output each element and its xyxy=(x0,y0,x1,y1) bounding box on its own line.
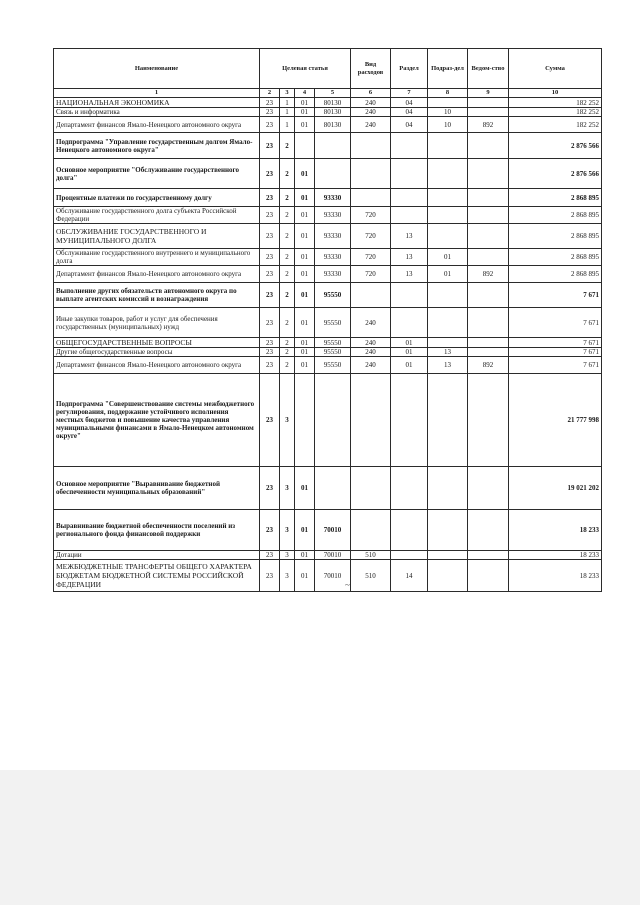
column-number: 4 xyxy=(295,89,315,98)
table-row xyxy=(54,249,602,266)
department-code xyxy=(468,189,509,207)
department-code: 892 xyxy=(468,266,509,283)
expense-type-code: 240 xyxy=(351,117,391,133)
target-code-activity: 01 xyxy=(295,117,315,133)
target-code-subprogram: 2 xyxy=(280,159,295,189)
row-sum: 7 671 xyxy=(509,348,602,357)
row-sum: 7 671 xyxy=(509,283,602,308)
department-code xyxy=(468,338,509,348)
section-code: 04 xyxy=(391,117,428,133)
expense-type-code: 720 xyxy=(351,249,391,266)
target-code-activity: 01 xyxy=(295,510,315,551)
subsection-code: 10 xyxy=(428,117,468,133)
expense-type-code: 720 xyxy=(351,266,391,283)
expense-type-code: 240 xyxy=(351,308,391,338)
row-sum: 182 252 xyxy=(509,117,602,133)
column-number: 9 xyxy=(468,89,509,98)
target-code-program: 23 xyxy=(260,224,280,249)
target-code-direction: 95550 xyxy=(315,357,351,374)
target-code-activity: 01 xyxy=(295,189,315,207)
table-row xyxy=(54,348,602,357)
row-sum: 18 233 xyxy=(509,560,602,592)
department-code: 892 xyxy=(468,357,509,374)
expense-type-code: 240 xyxy=(351,338,391,348)
row-name: Выполнение других обязательств автономного округа по выплате агентских комиссий и вознаграждения xyxy=(54,283,260,308)
column-number: 6 xyxy=(351,89,391,98)
target-code-direction: 95550 xyxy=(315,283,351,308)
header-row xyxy=(54,49,602,89)
header-sum: Сумма xyxy=(509,49,602,89)
row-sum: 21 777 998 xyxy=(509,374,602,467)
row-name: Выравнивание бюджетной обеспеченности поселений из регионального фонда финансовой поддержки xyxy=(54,510,260,551)
row-name: Дотации xyxy=(54,551,260,560)
subsection-code: 01 xyxy=(428,249,468,266)
department-code xyxy=(468,207,509,224)
target-code-program: 23 xyxy=(260,308,280,338)
subsection-code xyxy=(428,189,468,207)
target-code-program: 23 xyxy=(260,98,280,108)
section-code: 13 xyxy=(391,224,428,249)
target-code-program: 23 xyxy=(260,117,280,133)
target-code-subprogram: 1 xyxy=(280,108,295,117)
section-code xyxy=(391,308,428,338)
section-code: 13 xyxy=(391,266,428,283)
target-code-direction xyxy=(315,374,351,467)
target-code-direction xyxy=(315,159,351,189)
row-sum: 2 868 895 xyxy=(509,249,602,266)
row-sum: 18 233 xyxy=(509,510,602,551)
target-code-activity xyxy=(295,133,315,159)
target-code-direction: 80130 xyxy=(315,117,351,133)
section-code: 01 xyxy=(391,338,428,348)
row-name: Процентные платежи по государственному долгу xyxy=(54,189,260,207)
target-code-activity: 01 xyxy=(295,467,315,510)
row-sum: 7 671 xyxy=(509,338,602,348)
target-code-subprogram: 2 xyxy=(280,308,295,338)
target-code-subprogram: 2 xyxy=(280,357,295,374)
table-row xyxy=(54,117,602,133)
department-code: 892 xyxy=(468,117,509,133)
table-row xyxy=(54,266,602,283)
row-name: Связь и информатика xyxy=(54,108,260,117)
target-code-subprogram: 2 xyxy=(280,266,295,283)
expense-type-code xyxy=(351,189,391,207)
target-code-program: 23 xyxy=(260,207,280,224)
column-number-row xyxy=(54,89,602,98)
target-code-activity: 01 xyxy=(295,249,315,266)
section-code: 13 xyxy=(391,249,428,266)
target-code-program: 23 xyxy=(260,133,280,159)
target-code-activity: 01 xyxy=(295,338,315,348)
target-code-subprogram: 2 xyxy=(280,207,295,224)
row-sum: 182 252 xyxy=(509,108,602,117)
section-code xyxy=(391,374,428,467)
header-name: Наименование xyxy=(54,49,260,89)
target-code-program: 23 xyxy=(260,159,280,189)
target-code-subprogram: 3 xyxy=(280,467,295,510)
expense-type-code: 240 xyxy=(351,108,391,117)
target-code-direction: 95550 xyxy=(315,308,351,338)
target-code-activity: 01 xyxy=(295,308,315,338)
target-code-activity: 01 xyxy=(295,224,315,249)
target-code-direction: 70010 xyxy=(315,560,351,592)
column-number: 5 xyxy=(315,89,351,98)
target-code-direction: 95550 xyxy=(315,348,351,357)
row-name: ОБСЛУЖИВАНИЕ ГОСУДАРСТВЕННОГО И МУНИЦИПАЛЬНОГО ДОЛГА xyxy=(54,224,260,249)
section-code: 04 xyxy=(391,108,428,117)
subsection-code xyxy=(428,224,468,249)
row-sum: 2 868 895 xyxy=(509,224,602,249)
target-code-direction: 93330 xyxy=(315,224,351,249)
target-code-direction: 70010 xyxy=(315,510,351,551)
target-code-direction: 93330 xyxy=(315,207,351,224)
expense-type-code: 240 xyxy=(351,348,391,357)
header-subsection: Подраз-дел xyxy=(428,49,468,89)
subsection-code xyxy=(428,207,468,224)
table-row xyxy=(54,357,602,374)
target-code-subprogram: 2 xyxy=(280,133,295,159)
row-sum: 19 021 202 xyxy=(509,467,602,510)
table-row xyxy=(54,338,602,348)
stray-mark: ~ xyxy=(345,580,350,590)
target-code-subprogram: 1 xyxy=(280,98,295,108)
section-code xyxy=(391,207,428,224)
target-code-activity: 01 xyxy=(295,357,315,374)
subsection-code xyxy=(428,510,468,551)
row-sum: 2 868 895 xyxy=(509,189,602,207)
target-code-activity: 01 xyxy=(295,98,315,108)
subsection-code: 10 xyxy=(428,108,468,117)
target-code-direction xyxy=(315,133,351,159)
target-code-program: 23 xyxy=(260,266,280,283)
table-row xyxy=(54,510,602,551)
target-code-direction: 93330 xyxy=(315,189,351,207)
department-code xyxy=(468,108,509,117)
table-row xyxy=(54,308,602,338)
target-code-subprogram: 2 xyxy=(280,283,295,308)
target-code-direction: 80130 xyxy=(315,98,351,108)
target-code-activity: 01 xyxy=(295,108,315,117)
row-name: Основное мероприятие "Обслуживание государственного долга" xyxy=(54,159,260,189)
target-code-subprogram: 1 xyxy=(280,117,295,133)
column-number: 2 xyxy=(260,89,280,98)
expense-type-code xyxy=(351,510,391,551)
department-code xyxy=(468,348,509,357)
row-name: Обслуживание государственного внутреннего и муниципального долга xyxy=(54,249,260,266)
expense-type-code: 720 xyxy=(351,224,391,249)
department-code xyxy=(468,374,509,467)
department-code xyxy=(468,510,509,551)
target-code-activity: 01 xyxy=(295,159,315,189)
row-name: Подпрограмма "Совершенствование системы межбюджетного регулирования, поддержание устойчивого исполнения местных бюджетов и повышение качества управления муниципальными финансами в Ямало-Ненецком автономном округе" xyxy=(54,374,260,467)
target-code-activity: 01 xyxy=(295,266,315,283)
section-code xyxy=(391,133,428,159)
target-code-direction: 95550 xyxy=(315,338,351,348)
target-code-subprogram: 3 xyxy=(280,374,295,467)
header-target: Целевая статья xyxy=(260,49,351,89)
column-number: 1 xyxy=(54,89,260,98)
target-code-program: 23 xyxy=(260,189,280,207)
target-code-direction: 80130 xyxy=(315,108,351,117)
column-number: 10 xyxy=(509,89,602,98)
table-row xyxy=(54,374,602,467)
section-code: 04 xyxy=(391,98,428,108)
section-code: 14 xyxy=(391,560,428,592)
scan-bottom-margin xyxy=(0,770,640,905)
target-code-activity: 01 xyxy=(295,348,315,357)
row-name: НАЦИОНАЛЬНАЯ ЭКОНОМИКА xyxy=(54,98,260,108)
department-code xyxy=(468,133,509,159)
subsection-code xyxy=(428,159,468,189)
target-code-activity: 01 xyxy=(295,207,315,224)
target-code-direction: 93330 xyxy=(315,249,351,266)
department-code xyxy=(468,98,509,108)
column-number: 3 xyxy=(280,89,295,98)
section-code xyxy=(391,510,428,551)
header-expense-type: Вид расходов xyxy=(351,49,391,89)
column-number: 7 xyxy=(391,89,428,98)
budget-table xyxy=(53,48,602,592)
subsection-code: 13 xyxy=(428,348,468,357)
section-code: 01 xyxy=(391,348,428,357)
department-code xyxy=(468,283,509,308)
section-code xyxy=(391,551,428,560)
subsection-code xyxy=(428,467,468,510)
table-row xyxy=(54,108,602,117)
target-code-program: 23 xyxy=(260,510,280,551)
row-sum: 2 868 895 xyxy=(509,207,602,224)
target-code-program: 23 xyxy=(260,283,280,308)
row-sum: 7 671 xyxy=(509,357,602,374)
target-code-program: 23 xyxy=(260,338,280,348)
target-code-program: 23 xyxy=(260,108,280,117)
expense-type-code: 510 xyxy=(351,560,391,592)
target-code-program: 23 xyxy=(260,560,280,592)
target-code-activity: 01 xyxy=(295,560,315,592)
department-code xyxy=(468,560,509,592)
table-row xyxy=(54,467,602,510)
target-code-subprogram: 2 xyxy=(280,224,295,249)
target-code-activity: 01 xyxy=(295,283,315,308)
target-code-activity: 01 xyxy=(295,551,315,560)
row-name: Департамент финансов Ямало-Ненецкого автономного округа xyxy=(54,357,260,374)
department-code xyxy=(468,224,509,249)
target-code-activity xyxy=(295,374,315,467)
subsection-code xyxy=(428,338,468,348)
section-code xyxy=(391,189,428,207)
target-code-program: 23 xyxy=(260,374,280,467)
table-row xyxy=(54,551,602,560)
target-code-program: 23 xyxy=(260,348,280,357)
row-name: ОБЩЕГОСУДАРСТВЕННЫЕ ВОПРОСЫ xyxy=(54,338,260,348)
target-code-direction xyxy=(315,467,351,510)
row-name: Обслуживание государственного долга субъекта Российской Федерации xyxy=(54,207,260,224)
expense-type-code xyxy=(351,467,391,510)
column-number: 8 xyxy=(428,89,468,98)
target-code-program: 23 xyxy=(260,249,280,266)
row-name: Основное мероприятие "Выравнивание бюджетной обеспеченности муниципальных образований" xyxy=(54,467,260,510)
section-code: 01 xyxy=(391,357,428,374)
expense-type-code xyxy=(351,133,391,159)
expense-type-code: 720 xyxy=(351,207,391,224)
target-code-direction: 93330 xyxy=(315,266,351,283)
department-code xyxy=(468,551,509,560)
row-name: Подпрограмма "Управление государственным долгом Ямало-Ненецкого автономного округа" xyxy=(54,133,260,159)
expense-type-code xyxy=(351,159,391,189)
subsection-code: 01 xyxy=(428,266,468,283)
target-code-direction: 70010 xyxy=(315,551,351,560)
row-sum: 182 252 xyxy=(509,98,602,108)
subsection-code xyxy=(428,133,468,159)
row-name: Другие общегосударственные вопросы xyxy=(54,348,260,357)
target-code-program: 23 xyxy=(260,467,280,510)
target-code-program: 23 xyxy=(260,357,280,374)
subsection-code xyxy=(428,98,468,108)
target-code-subprogram: 3 xyxy=(280,510,295,551)
row-sum: 18 233 xyxy=(509,551,602,560)
table-row xyxy=(54,207,602,224)
table-row xyxy=(54,283,602,308)
expense-type-code: 510 xyxy=(351,551,391,560)
row-name: Иные закупки товаров, работ и услуг для обеспечения государственных (муниципальных) нужд xyxy=(54,308,260,338)
table-row xyxy=(54,560,602,592)
row-sum: 2 876 566 xyxy=(509,133,602,159)
row-name: Департамент финансов Ямало-Ненецкого автономного округа xyxy=(54,266,260,283)
section-code xyxy=(391,283,428,308)
expense-type-code: 240 xyxy=(351,98,391,108)
expense-type-code: 240 xyxy=(351,357,391,374)
row-name: Департамент финансов Ямало-Ненецкого автономного округа xyxy=(54,117,260,133)
expense-type-code xyxy=(351,374,391,467)
header-department: Ведом-ство xyxy=(468,49,509,89)
header-section: Раздел xyxy=(391,49,428,89)
subsection-code xyxy=(428,283,468,308)
table-row xyxy=(54,224,602,249)
subsection-code xyxy=(428,374,468,467)
subsection-code xyxy=(428,308,468,338)
table-row xyxy=(54,159,602,189)
row-name: МЕЖБЮДЖЕТНЫЕ ТРАНСФЕРТЫ ОБЩЕГО ХАРАКТЕРА БЮДЖЕТАМ БЮДЖЕТНОЙ СИСТЕМЫ РОССИЙСКОЙ ФЕДЕРАЦИИ xyxy=(54,560,260,592)
department-code xyxy=(468,249,509,266)
section-code xyxy=(391,467,428,510)
department-code xyxy=(468,159,509,189)
subsection-code xyxy=(428,551,468,560)
target-code-program: 23 xyxy=(260,551,280,560)
target-code-subprogram: 2 xyxy=(280,189,295,207)
row-sum: 7 671 xyxy=(509,308,602,338)
table-row xyxy=(54,189,602,207)
department-code xyxy=(468,467,509,510)
target-code-subprogram: 3 xyxy=(280,551,295,560)
target-code-subprogram: 2 xyxy=(280,249,295,266)
department-code xyxy=(468,308,509,338)
row-sum: 2 876 566 xyxy=(509,159,602,189)
table-row xyxy=(54,98,602,108)
subsection-code: 13 xyxy=(428,357,468,374)
expense-type-code xyxy=(351,283,391,308)
target-code-subprogram: 2 xyxy=(280,348,295,357)
table-row xyxy=(54,133,602,159)
target-code-subprogram: 2 xyxy=(280,338,295,348)
target-code-subprogram: 3 xyxy=(280,560,295,592)
section-code xyxy=(391,159,428,189)
row-sum: 2 868 895 xyxy=(509,266,602,283)
subsection-code xyxy=(428,560,468,592)
